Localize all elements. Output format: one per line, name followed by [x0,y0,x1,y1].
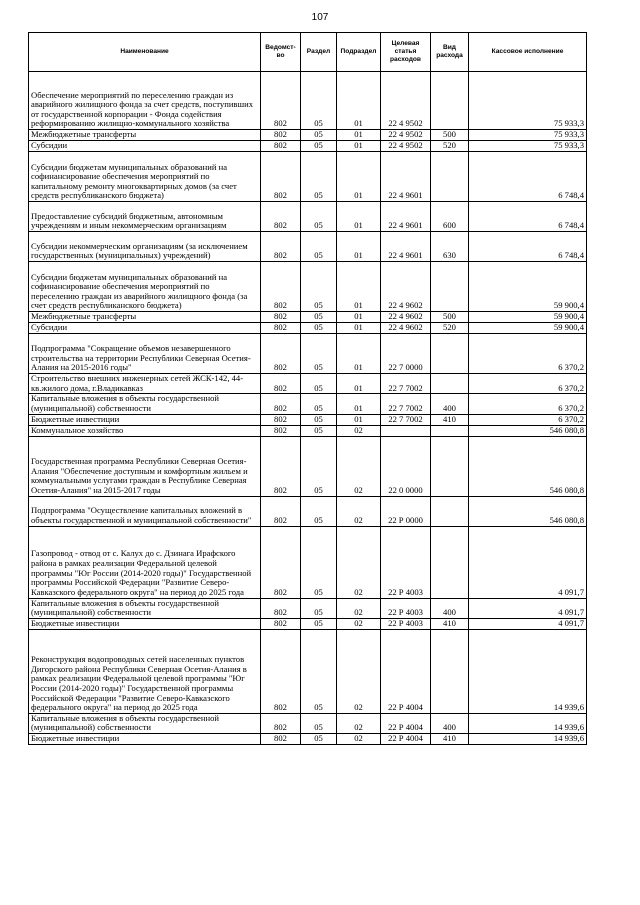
row-section-cell: 05 [301,526,337,598]
row-type-cell: 400 [431,713,469,733]
row-name-cell: Подпрограмма "Осуществление капитальных вложений в объекты государственной и муниципальной собственности" [29,496,261,526]
row-name-cell: Обеспечение мероприятий по переселению граждан из аварийного жилищного фонда за счет средств, поступивших от государственной корпорации - Фонда содействия реформированию жилищно-коммунального хозяйства [29,72,261,130]
row-amount-cell: 4 091,7 [469,598,587,618]
table-header-row [29,33,587,72]
row-section-cell: 05 [301,312,337,323]
row-dept-cell: 802 [261,414,301,425]
row-type-cell: 400 [431,394,469,414]
row-type-cell: 400 [431,598,469,618]
table-body [29,72,587,745]
row-type-cell [431,374,469,394]
row-name-cell: Субсидии [29,141,261,152]
row-target-cell: 22 4 9601 [381,232,431,262]
row-dept-cell: 802 [261,526,301,598]
table-row [29,374,587,394]
header-dept: Ведомст-во [261,33,301,72]
row-type-cell: 410 [431,734,469,745]
row-subsection-cell: 01 [337,130,381,141]
row-target-cell: 22 4 9601 [381,152,431,202]
row-type-cell: 410 [431,618,469,629]
row-dept-cell: 802 [261,72,301,130]
row-amount-cell: 6 370,2 [469,414,587,425]
row-amount-cell: 546 080,8 [469,425,587,436]
table-row [29,414,587,425]
row-amount-cell: 75 933,3 [469,141,587,152]
row-type-cell [431,496,469,526]
row-dept-cell: 802 [261,629,301,713]
row-target-cell: 22 4 9502 [381,72,431,130]
table-row [29,312,587,323]
row-type-cell: 630 [431,232,469,262]
row-section-cell: 05 [301,414,337,425]
row-type-cell: 500 [431,130,469,141]
table-row [29,425,587,436]
table-row [29,526,587,598]
row-dept-cell: 802 [261,232,301,262]
table-row [29,629,587,713]
row-subsection-cell: 02 [337,526,381,598]
row-type-cell [431,526,469,598]
row-type-cell [431,334,469,374]
row-amount-cell: 4 091,7 [469,526,587,598]
row-type-cell: 600 [431,202,469,232]
row-dept-cell: 802 [261,152,301,202]
row-name-cell: Межбюджетные трансферты [29,312,261,323]
row-dept-cell: 802 [261,394,301,414]
row-subsection-cell: 02 [337,734,381,745]
row-subsection-cell: 01 [337,262,381,312]
row-target-cell: 22 Р 4004 [381,734,431,745]
table-row [29,618,587,629]
row-section-cell: 05 [301,374,337,394]
table-row [29,232,587,262]
row-subsection-cell: 02 [337,425,381,436]
table-row [29,334,587,374]
row-name-cell: Субсидии бюджетам муниципальных образований на софинансирование обеспечения мероприятий по капитальному ремонту многоквартирных домов (за счет средств республиканского бюджета) [29,152,261,202]
table-row [29,141,587,152]
row-dept-cell: 802 [261,496,301,526]
header-subsection: Подраздел [337,33,381,72]
row-subsection-cell: 02 [337,598,381,618]
row-section-cell: 05 [301,202,337,232]
row-target-cell: 22 Р 4003 [381,598,431,618]
row-name-cell: Подпрограмма "Сокращение объемов незавершенного строительства на территории Республики Северная Осетия-Алания на 2015-2016 годы" [29,334,261,374]
row-type-cell [431,152,469,202]
row-subsection-cell: 01 [337,202,381,232]
row-subsection-cell: 02 [337,629,381,713]
row-target-cell: 22 Р 4004 [381,629,431,713]
row-subsection-cell: 02 [337,496,381,526]
row-target-cell: 22 4 9502 [381,130,431,141]
row-subsection-cell: 01 [337,414,381,425]
budget-execution-table [28,32,587,745]
row-target-cell: 22 Р 4003 [381,526,431,598]
row-target-cell [381,425,431,436]
row-target-cell: 22 7 7002 [381,414,431,425]
header-name: Наименование [29,33,261,72]
row-amount-cell: 14 939,6 [469,713,587,733]
row-target-cell: 22 7 0000 [381,334,431,374]
row-amount-cell: 6 748,4 [469,232,587,262]
row-amount-cell: 4 091,7 [469,618,587,629]
header-type: Вид расхода [431,33,469,72]
row-subsection-cell: 02 [337,713,381,733]
table-row [29,496,587,526]
row-target-cell: 22 4 9602 [381,262,431,312]
row-type-cell: 500 [431,312,469,323]
row-type-cell [431,629,469,713]
row-section-cell: 05 [301,152,337,202]
header-cash: Кассовое исполнение [469,33,587,72]
table-row [29,152,587,202]
row-section-cell: 05 [301,394,337,414]
table-row [29,436,587,496]
row-dept-cell: 802 [261,713,301,733]
row-section-cell: 05 [301,323,337,334]
table-row [29,394,587,414]
row-section-cell: 05 [301,496,337,526]
row-subsection-cell: 01 [337,72,381,130]
row-target-cell: 22 Р 4003 [381,618,431,629]
row-section-cell: 05 [301,334,337,374]
row-name-cell: Капитальные вложения в объекты государственной (муниципальной) собственности [29,394,261,414]
row-name-cell: Строительство внешних инженерных сетей ЖСК-142, 44-кв.жилого дома, г.Владикавказ [29,374,261,394]
table-row [29,130,587,141]
row-amount-cell: 14 939,6 [469,734,587,745]
row-dept-cell: 802 [261,141,301,152]
row-amount-cell: 14 939,6 [469,629,587,713]
row-dept-cell: 802 [261,374,301,394]
row-section-cell: 05 [301,598,337,618]
row-type-cell: 520 [431,141,469,152]
row-target-cell: 22 4 9601 [381,202,431,232]
row-type-cell [431,436,469,496]
table-row [29,713,587,733]
row-amount-cell: 59 900,4 [469,262,587,312]
row-section-cell: 05 [301,734,337,745]
row-name-cell: Реконструкция водопроводных сетей населенных пунктов Дигорского района Республики Северная Осетия-Алания в рамках реализации Федеральной целевой программы "Юг России (2014-2020 годы)" Государственной программы Российской Федерации "Развитие Северо-Кавказского федерального округа" на период до 2025 года [29,629,261,713]
row-subsection-cell: 01 [337,394,381,414]
row-target-cell: 22 7 7002 [381,394,431,414]
row-section-cell: 05 [301,141,337,152]
row-dept-cell: 802 [261,436,301,496]
row-amount-cell: 6 748,4 [469,202,587,232]
row-target-cell: 22 4 9502 [381,141,431,152]
row-name-cell: Капитальные вложения в объекты государственной (муниципальной) собственности [29,713,261,733]
row-name-cell: Предоставление субсидий бюджетным, автономным учреждениям и иным некоммерческим организациям [29,202,261,232]
row-section-cell: 05 [301,130,337,141]
row-type-cell: 520 [431,323,469,334]
row-dept-cell: 802 [261,334,301,374]
row-type-cell [431,262,469,312]
row-dept-cell: 802 [261,262,301,312]
row-name-cell: Бюджетные инвестиции [29,618,261,629]
row-type-cell [431,72,469,130]
row-section-cell: 05 [301,262,337,312]
row-target-cell: 22 Р 4004 [381,713,431,733]
row-section-cell: 05 [301,425,337,436]
row-target-cell: 22 0 0000 [381,436,431,496]
row-dept-cell: 802 [261,130,301,141]
table-row [29,734,587,745]
row-name-cell: Капитальные вложения в объекты государственной (муниципальной) собственности [29,598,261,618]
row-subsection-cell: 02 [337,436,381,496]
row-dept-cell: 802 [261,312,301,323]
row-section-cell: 05 [301,436,337,496]
row-amount-cell: 6 370,2 [469,394,587,414]
row-section-cell: 05 [301,72,337,130]
row-amount-cell: 75 933,3 [469,72,587,130]
row-name-cell: Коммунальное хозяйство [29,425,261,436]
row-amount-cell: 59 900,4 [469,323,587,334]
row-name-cell: Государственная программа Республики Северная Осетия-Алания "Обеспечение доступным и комфортным жильем и коммунальными услугами граждан в Республике Северная Осетия-Алания" на 2015-2017 годы [29,436,261,496]
row-target-cell: 22 4 9602 [381,323,431,334]
table-row [29,202,587,232]
row-dept-cell: 802 [261,202,301,232]
row-target-cell: 22 7 7002 [381,374,431,394]
row-amount-cell: 75 933,3 [469,130,587,141]
row-amount-cell: 6 370,2 [469,374,587,394]
row-target-cell: 22 4 9602 [381,312,431,323]
table-row [29,598,587,618]
page-number: 107 [311,12,329,23]
row-subsection-cell: 01 [337,374,381,394]
row-type-cell: 410 [431,414,469,425]
row-dept-cell: 802 [261,598,301,618]
row-dept-cell: 802 [261,323,301,334]
row-name-cell: Бюджетные инвестиции [29,414,261,425]
row-name-cell: Субсидии [29,323,261,334]
row-subsection-cell: 02 [337,618,381,629]
row-amount-cell: 6 370,2 [469,334,587,374]
row-subsection-cell: 01 [337,334,381,374]
row-section-cell: 05 [301,629,337,713]
row-dept-cell: 802 [261,734,301,745]
row-subsection-cell: 01 [337,232,381,262]
row-name-cell: Бюджетные инвестиции [29,734,261,745]
row-amount-cell: 546 080,8 [469,436,587,496]
row-name-cell: Газопровод - отвод от с. Калух до с. Дзинага Ирафского района в рамках реализации Федеральной целевой программы "Юг России (2014-2020 годы)" Государственной программы Российской Федерации "Развитие Северо-Кавказского федерального округа" на период до 2025 года [29,526,261,598]
row-name-cell: Субсидии некоммерческим организациям (за исключением государственных (муниципальных) учреждений) [29,232,261,262]
row-section-cell: 05 [301,713,337,733]
row-subsection-cell: 01 [337,312,381,323]
table-row [29,323,587,334]
row-dept-cell: 802 [261,425,301,436]
row-subsection-cell: 01 [337,152,381,202]
row-amount-cell: 59 900,4 [469,312,587,323]
table-row [29,262,587,312]
row-target-cell: 22 Р 0000 [381,496,431,526]
header-section: Раздел [301,33,337,72]
row-amount-cell: 546 080,8 [469,496,587,526]
row-type-cell [431,425,469,436]
row-name-cell: Субсидии бюджетам муниципальных образований на софинансирование обеспечения мероприятий по переселению граждан из аварийного жилищного фонда (за счет средств республиканского бюджета) [29,262,261,312]
row-dept-cell: 802 [261,618,301,629]
row-section-cell: 05 [301,232,337,262]
header-target: Целевая статья расходов [381,33,431,72]
row-name-cell: Межбюджетные трансферты [29,130,261,141]
row-amount-cell: 6 748,4 [469,152,587,202]
row-section-cell: 05 [301,618,337,629]
row-subsection-cell: 01 [337,323,381,334]
table-row [29,72,587,130]
row-subsection-cell: 01 [337,141,381,152]
